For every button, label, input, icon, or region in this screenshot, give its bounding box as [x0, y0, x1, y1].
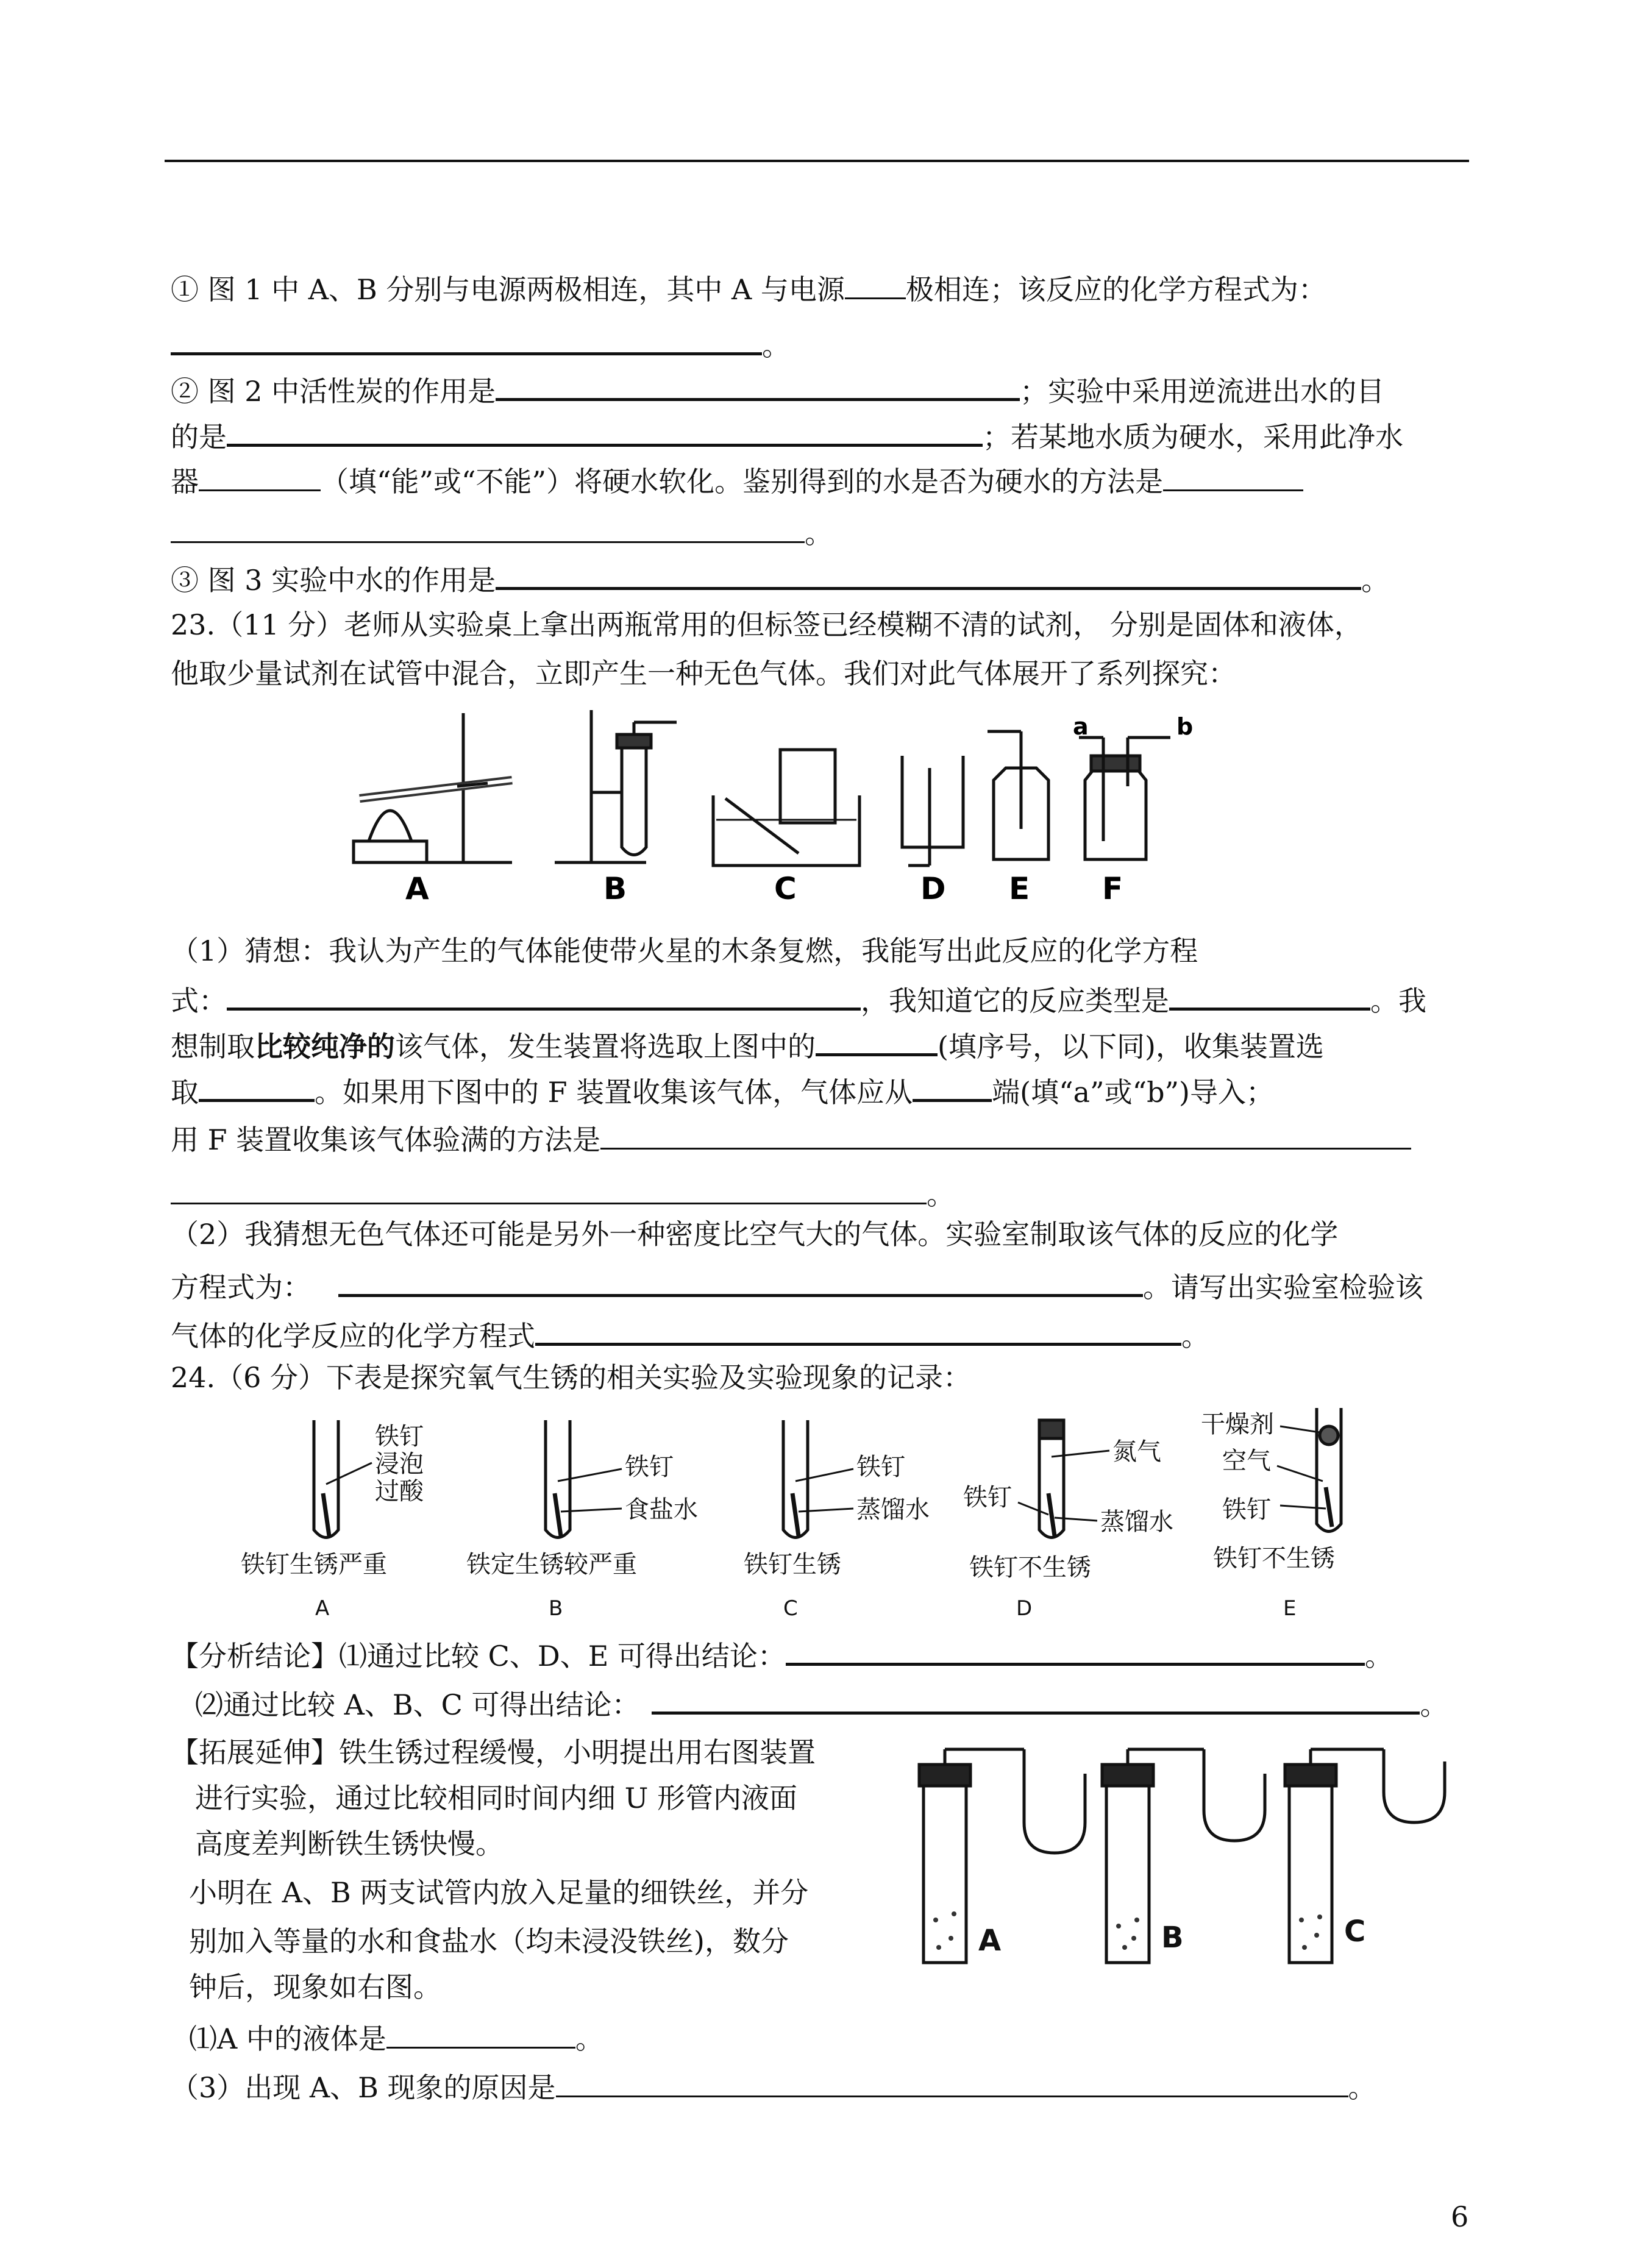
- tube-e-label-1: 干燥剂: [1201, 1410, 1274, 1438]
- q24-extension-1: 【拓展延伸】铁生锈过程缓慢，小明提出用右图装置: [171, 1736, 816, 1769]
- tube-c-label-2: 蒸馏水: [856, 1496, 930, 1524]
- answer-blank[interactable]: [386, 2017, 575, 2049]
- q22-line-1: [171, 268, 1326, 305]
- tube-d-letter: D: [1016, 1596, 1033, 1621]
- q22-line-4: [171, 414, 1403, 451]
- bold-text: 比较纯净的: [255, 1030, 395, 1063]
- tube-b-label-1: 铁钉: [625, 1453, 674, 1481]
- tube-d-label-3: 蒸馏水: [1100, 1508, 1173, 1536]
- answer-blank[interactable]: [652, 1682, 1420, 1715]
- text: 。我: [1370, 984, 1426, 1017]
- text: 端(填“a”或“b”)导入；: [992, 1076, 1275, 1109]
- answer-blank[interactable]: [845, 268, 906, 299]
- u-tube-figure: [908, 1737, 1457, 1981]
- text: 。: [575, 2022, 603, 2055]
- text: 方程式为：: [171, 1271, 311, 1304]
- q24-conclusion-1: [171, 1633, 1393, 1673]
- apparatus-svg: [335, 707, 1225, 908]
- answer-blank[interactable]: [496, 369, 1020, 401]
- q23-intro-2: 他取少量试剂在试管中混合，立即产生一种无色气体。我们对此气体展开了系列探究：: [171, 657, 1236, 690]
- rust-tubes-svg: [232, 1408, 1414, 1627]
- tube-c-result: 铁钉生锈: [744, 1551, 841, 1579]
- answer-blank[interactable]: [786, 1633, 1365, 1666]
- text: 该气体，发生装置将选取上图中的: [395, 1030, 816, 1063]
- q22-line-2: [171, 323, 790, 360]
- u-tube-svg: [908, 1737, 1457, 1981]
- text: 。: [805, 517, 833, 550]
- answer-blank[interactable]: [600, 1118, 1411, 1150]
- port-b-label: b: [1176, 713, 1194, 740]
- tube-a-label-1: 铁钉: [375, 1423, 424, 1451]
- q23-s2-line-1: （2）我猜想无色气体还可能是另外一种密度比空气大的气体。实验室制取该气体的反应的化学: [171, 1218, 1339, 1251]
- apparatus-figure: [335, 707, 1225, 908]
- q23-s1-line-5: [171, 1118, 1411, 1155]
- fig-label-a: A: [405, 871, 429, 906]
- text: 。请写出实验室检验该: [1143, 1271, 1423, 1304]
- text: 用 F 装置收集该气体验满的方法是: [171, 1123, 601, 1156]
- answer-blank[interactable]: [199, 1070, 315, 1102]
- answer-blank[interactable]: [535, 1314, 1181, 1346]
- q24-extension-3: 高度差判断铁生锈快慢。: [195, 1827, 504, 1860]
- text: 。如果用下图中的 F 装置收集该气体，气体应从: [315, 1076, 913, 1109]
- text: 。: [1361, 564, 1390, 597]
- q24-conclusion-2: [195, 1682, 1448, 1719]
- text: （3）出现 A、B 现象的原因是: [171, 2071, 556, 2104]
- text: 极相连；该反应的化学方程式为：: [905, 273, 1326, 306]
- q24-extension-8: [171, 2066, 1376, 2103]
- text: 取: [171, 1076, 199, 1109]
- tube-b-label-2: 食盐水: [625, 1496, 698, 1524]
- tube-e-result: 铁钉不生锈: [1213, 1545, 1335, 1573]
- q23-s1-line-2: [171, 978, 1426, 1015]
- answer-blank[interactable]: [913, 1070, 992, 1102]
- header-rule: [165, 160, 1469, 162]
- answer-blank[interactable]: [1169, 978, 1370, 1011]
- q24-extension-7: [189, 2017, 603, 2054]
- text: 式：: [171, 984, 227, 1017]
- answer-blank[interactable]: [556, 2066, 1348, 2097]
- tube-b-letter: B: [549, 1596, 563, 1621]
- q22-line-5: [171, 460, 1303, 497]
- port-a-label: a: [1073, 713, 1089, 740]
- q23-s2-line-3: [171, 1314, 1209, 1353]
- q22-line-6: [171, 512, 833, 549]
- q24-extension-4: 小明在 A、B 两支试管内放入足量的细铁丝，并分: [189, 1876, 809, 1909]
- u-tube-label-a: A: [978, 1924, 1002, 1958]
- text: ，我知道它的反应类型是: [861, 984, 1169, 1017]
- text: (填序号，以下同)，收集装置选: [938, 1030, 1324, 1063]
- text: （填“能”或“不能”）将硬水软化。鉴别得到的水是否为硬水的方法是: [321, 465, 1164, 498]
- text: 。: [1364, 1640, 1393, 1673]
- q23-s1-line-3: [171, 1024, 1324, 1061]
- text: 。: [1420, 1688, 1448, 1721]
- text: 。: [927, 1178, 955, 1211]
- text: ③ 图 3 实验中水的作用是: [171, 564, 496, 597]
- text: ② 图 2 中活性炭的作用是: [171, 375, 496, 408]
- text: ；实验中采用逆流进出水的目: [1020, 375, 1385, 408]
- text: 【分析结论】⑴通过比较 C、D、E 可得出结论：: [171, 1640, 786, 1673]
- answer-blank[interactable]: [816, 1024, 938, 1056]
- tube-e-letter: E: [1283, 1596, 1297, 1621]
- fig-label-f: F: [1102, 871, 1123, 906]
- q23-intro-1: 23.（11 分）老师从实验桌上拿出两瓶常用的但标签已经模糊不清的试剂， 分别是固体和液体，: [171, 608, 1362, 641]
- tube-d-label-1: 铁钉: [963, 1484, 1012, 1512]
- answer-blank[interactable]: [496, 558, 1361, 590]
- answer-blank[interactable]: [171, 512, 805, 543]
- fig-label-d: D: [920, 871, 946, 906]
- q22-line-3: [171, 369, 1385, 408]
- u-tube-label-b: B: [1161, 1921, 1184, 1955]
- tube-d-label-2: 氮气: [1112, 1438, 1161, 1466]
- text: ；若某地水质为硬水，采用此净水: [983, 421, 1403, 453]
- text: ⑴A 中的液体是: [189, 2022, 386, 2055]
- tube-a-letter: A: [315, 1596, 330, 1621]
- text: ① 图 1 中 A、B 分别与电源两极相连，其中 A 与电源: [171, 273, 845, 306]
- text: 。: [1348, 2071, 1376, 2104]
- tube-e-label-3: 铁钉: [1222, 1496, 1271, 1524]
- q24-extension-6: 钟后，现象如右图。: [189, 1971, 441, 2003]
- q24-extension-5: 别加入等量的水和食盐水（均未浸没铁丝)，数分: [189, 1925, 789, 1958]
- tube-a-label-2: 浸泡: [375, 1450, 424, 1478]
- u-tube-label-c: C: [1344, 1914, 1366, 1949]
- tube-e-label-2: 空气: [1222, 1447, 1271, 1475]
- text: 想制取: [171, 1030, 255, 1063]
- answer-blank[interactable]: [171, 323, 762, 355]
- text: 。: [762, 329, 790, 362]
- q24-intro: 24.（6 分）下表是探究氧气生锈的相关实验及实验现象的记录：: [171, 1361, 972, 1394]
- fig-label-e: E: [1009, 871, 1030, 906]
- tube-c-letter: C: [783, 1596, 798, 1621]
- text: ⑵通过比较 A、B、C 可得出结论：: [195, 1688, 640, 1721]
- text: 。: [1181, 1320, 1209, 1353]
- text: 器: [171, 465, 199, 498]
- answer-blank[interactable]: [1163, 460, 1303, 491]
- page-number: 6: [1451, 2200, 1469, 2233]
- q24-extension-2: 进行实验，通过比较相同时间内细 U 形管内液面: [195, 1782, 798, 1815]
- answer-blank[interactable]: [227, 414, 983, 447]
- fig-label-c: C: [774, 871, 797, 906]
- tube-a-label-3: 过酸: [375, 1477, 424, 1505]
- answer-blank[interactable]: [171, 1173, 927, 1204]
- fig-label-b: B: [603, 871, 627, 906]
- q23-s1-line-4: [171, 1070, 1275, 1109]
- tube-d-result: 铁钉不生锈: [969, 1554, 1091, 1582]
- text: 气体的化学反应的化学方程式: [171, 1320, 535, 1353]
- tube-c-label-1: 铁钉: [856, 1453, 905, 1481]
- rust-tubes-figure: [232, 1408, 1414, 1627]
- answer-blank[interactable]: [199, 460, 321, 491]
- q23-s1-line-1: （1）猜想：我认为产生的气体能使带火星的木条复燃，我能写出此反应的化学方程: [171, 934, 1198, 967]
- answer-blank[interactable]: [338, 1265, 1143, 1297]
- tube-b-result: 铁定生锈较严重: [466, 1551, 637, 1579]
- text: 的是: [171, 421, 227, 453]
- q23-s1-line-6: [171, 1173, 955, 1210]
- q22-line-7: [171, 558, 1390, 597]
- answer-blank[interactable]: [227, 978, 861, 1011]
- q23-s2-line-2: [171, 1265, 1423, 1304]
- tube-a-result: 铁钉生锈严重: [241, 1551, 387, 1579]
